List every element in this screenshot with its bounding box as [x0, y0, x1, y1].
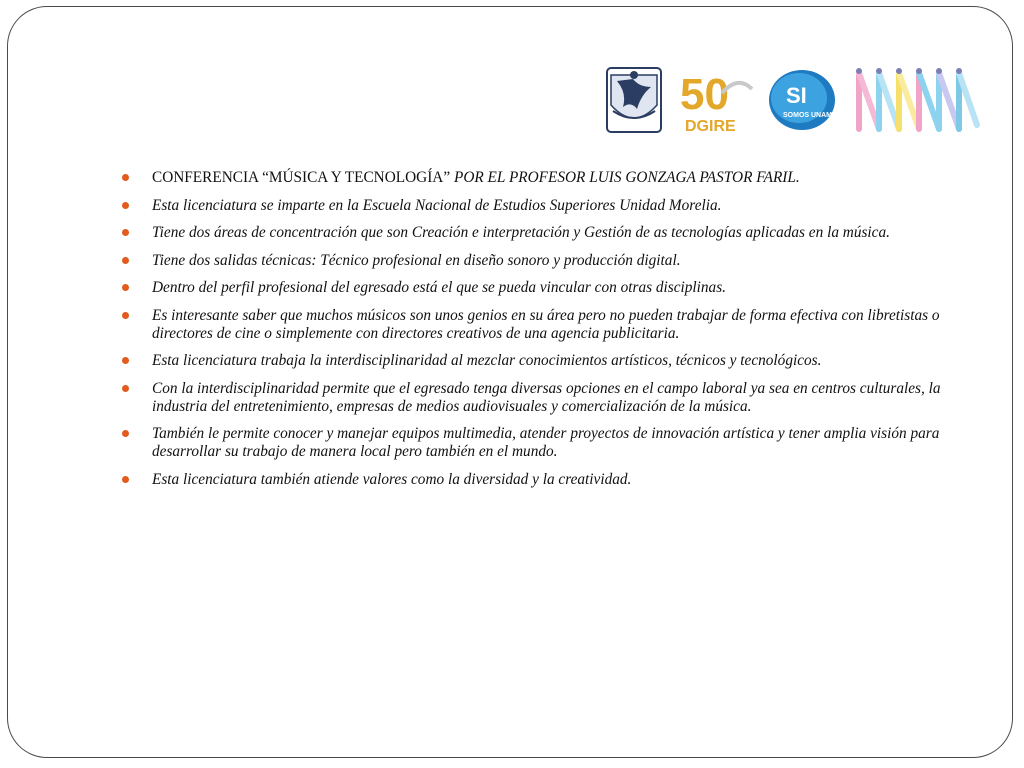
list-item	[118, 352, 968, 370]
si-text: SI	[786, 83, 807, 108]
dgire-50-logo	[678, 65, 754, 135]
list-item	[118, 380, 968, 416]
bullet-dot	[122, 229, 129, 236]
logo-strip	[603, 65, 988, 137]
si-somos-unam-logo	[767, 65, 837, 135]
dgire-number: 50	[680, 70, 729, 119]
bullet-text: Dentro del perfil profesional del egresado está el que se pueda vincular con otras disciplinas.	[152, 279, 726, 296]
slide-frame	[7, 6, 1013, 758]
list-item	[118, 471, 968, 489]
stripes-logo	[853, 65, 983, 135]
bullet-dot	[122, 357, 129, 364]
list-item	[118, 224, 968, 242]
bullet-dot	[122, 430, 129, 437]
list-item	[118, 169, 968, 187]
unam-crest-logo	[603, 65, 665, 135]
dgire-text: DGIRE	[685, 118, 736, 135]
bullet-text: Es interesante saber que muchos músicos son unos genios en su área pero no pueden trabajar de forma efectiva con libretistas o directores de cine o simplemente con directores creativos de una agencia publicitaria.	[152, 306, 940, 342]
bullet-dot	[122, 476, 129, 483]
bullet-dot	[122, 312, 129, 319]
bullet-text: Tiene dos áreas de concentración que son Creación e interpretación y Gestión de as tecnologías aplicadas en la música.	[152, 224, 890, 241]
list-item	[118, 279, 968, 297]
conference-title: CONFERENCIA “MÚSICA Y TECNOLOGÍA”	[152, 169, 451, 186]
list-item	[118, 252, 968, 270]
bullet-text: También le permite conocer y manejar equipos multimedia, atender proyectos de innovación artística y tener amplia visión para desarrollar su trabajo de manera local pero también en el mundo.	[152, 425, 940, 460]
bullet-text: Esta licenciatura se imparte en la Escuela Nacional de Estudios Superiores Unidad Morelia.	[152, 196, 722, 214]
bullet-dot	[122, 385, 129, 392]
bullet-dot	[122, 257, 129, 264]
bullet-dot	[122, 202, 129, 209]
list-item	[118, 197, 968, 215]
bullet-list	[118, 169, 968, 498]
bullet-text: Tiene dos salidas técnicas: Técnico profesional en diseño sonoro y producción digital.	[152, 251, 681, 269]
list-item	[118, 307, 968, 343]
list-item	[118, 425, 968, 461]
bullet-dot	[122, 284, 129, 291]
bullet-text: Con la interdisciplinaridad permite que el egresado tenga diversas opciones en el campo laboral ya sea en centros culturales, la industria del entretenimiento, empresas de medios audiovisuales y comercialización de la música.	[152, 379, 941, 415]
bullet-text: Esta licenciatura trabaja la interdisciplinaridad al mezclar conocimientos artísticos, técnicos y tecnológicos.	[152, 352, 822, 369]
si-subtext: SOMOS UNAM	[783, 112, 832, 119]
bullet-text: Esta licenciatura también atiende valores como la diversidad y la creatividad.	[152, 470, 632, 488]
bullet-dot	[122, 174, 129, 181]
conference-speaker: POR EL PROFESOR LUIS GONZAGA PASTOR FARIL.	[450, 169, 800, 186]
